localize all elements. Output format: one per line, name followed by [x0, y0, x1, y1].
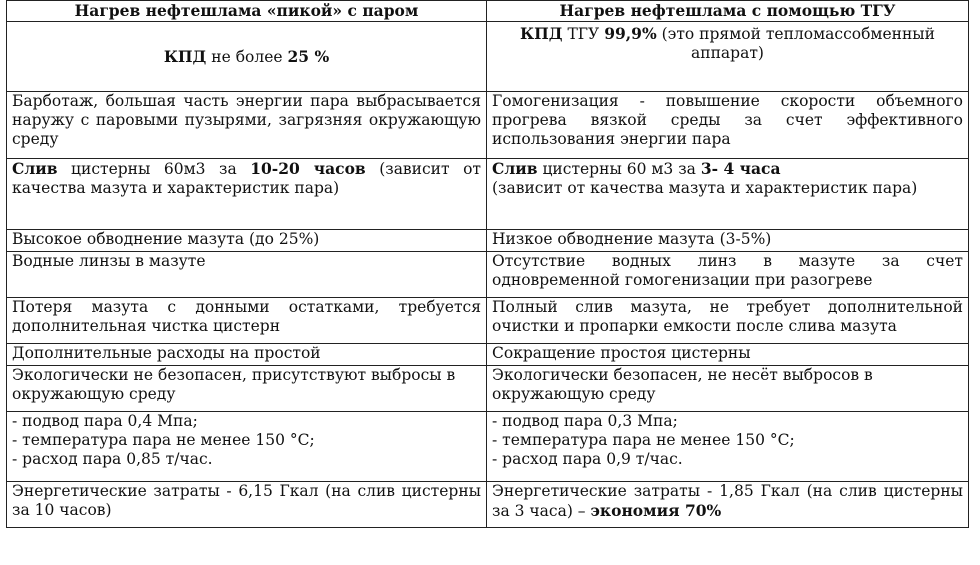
efficiency-left-text: не более: [206, 47, 288, 66]
mixing-left: Барботаж, большая часть энергии пара выбрасывается наружу с паровыми пузырями, загрязняя окружающую среду: [7, 92, 487, 159]
mixing-right: Гомогенизация - повышение скорости объемного прогрева вязкой среды за счет эффективного использования энергии пара: [487, 92, 969, 159]
efficiency-left-label: КПД: [163, 46, 207, 66]
table-row: [7, 92, 969, 159]
ecology-left: Экологически не безопасен, присутствуют выбросы в окружающую среду: [7, 366, 487, 412]
drain-left-label: Слив: [12, 159, 58, 178]
table-row: [7, 230, 969, 252]
energy-left: Энергетические затраты - 6,15 Гкал (на слив цистерны за 10 часов): [7, 482, 487, 528]
table-row: [7, 159, 969, 230]
comparison-table: [6, 0, 969, 528]
header-left: Нагрев нефтешлама «пикой» с паром: [7, 1, 487, 22]
efficiency-right-text: ТГУ: [562, 25, 605, 43]
energy-right-text: Энергетические затраты - 1,85 Гкал (на слив цистерны за 3 часа) –: [492, 482, 963, 520]
table-row: [7, 252, 969, 298]
drain-right-note: (зависит от качества мазута и характеристик пара): [492, 179, 918, 197]
table-row: [7, 412, 969, 482]
lenses-right: Отсутствие водных линз в мазуте за счет одновременной гомогенизации при разогреве: [487, 252, 969, 298]
header-right: Нагрев нефтешлама с помощью ТГУ: [487, 1, 969, 22]
efficiency-right-note: (это прямой тепломассобменный аппарат): [656, 25, 935, 62]
drain-right-text: цистерны 60 м3 за: [537, 160, 701, 178]
drain-left-note: (зависит от качества мазута и характеристик пара): [12, 160, 481, 197]
energy-right: [487, 482, 969, 528]
drain-left: [7, 159, 487, 230]
steam-left-line: - расход пара 0,85 т/час.: [12, 450, 213, 468]
downtime-left: Дополнительные расходы на простой: [7, 344, 487, 366]
comparison-table-wrapper: [6, 0, 968, 528]
table-row: [7, 298, 969, 344]
residue-right: Полный слив мазута, не требует дополнительной очистки и пропарки емкости после слива мазута: [487, 298, 969, 344]
drain-right: [487, 159, 969, 230]
drain-right-label: Слив: [492, 159, 538, 178]
steam-left: [7, 412, 487, 482]
steam-left-line: - подвод пара 0,4 Мпа;: [12, 412, 198, 430]
water-right: Низкое обводнение мазута (3-5%): [487, 230, 969, 252]
steam-right: [487, 412, 969, 482]
efficiency-left-value: 25 %: [287, 46, 330, 66]
lenses-left: Водные линзы в мазуте: [7, 252, 487, 298]
efficiency-right-value: 99,9%: [604, 24, 657, 43]
steam-right-line: - расход пара 0,9 т/час.: [492, 450, 683, 468]
efficiency-right: [487, 22, 969, 92]
header-row: [7, 1, 969, 22]
steam-left-line: - температура пара не менее 150 °С;: [12, 431, 315, 449]
drain-left-text: цистерны 60м3 за: [57, 160, 251, 178]
table-row: [7, 22, 969, 92]
efficiency-right-label: КПД: [520, 24, 563, 43]
table-row: [7, 366, 969, 412]
water-left: Высокое обводнение мазута (до 25%): [7, 230, 487, 252]
table-row: [7, 344, 969, 366]
residue-left: Потеря мазута с донными остатками, требуется дополнительная чистка цистерн: [7, 298, 487, 344]
table-row: [7, 482, 969, 528]
drain-left-value: 10-20 часов: [250, 159, 366, 178]
downtime-right: Сокращение простоя цистерны: [487, 344, 969, 366]
steam-right-line: - подвод пара 0,3 Мпа;: [492, 412, 678, 430]
efficiency-left: [7, 22, 487, 92]
steam-right-line: - температура пара не менее 150 °С;: [492, 431, 795, 449]
drain-right-value: 3- 4 часа: [700, 159, 781, 178]
ecology-right: Экологически безопасен, не несёт выбросов в окружающую среду: [487, 366, 969, 412]
energy-right-savings: экономия 70%: [590, 501, 722, 520]
